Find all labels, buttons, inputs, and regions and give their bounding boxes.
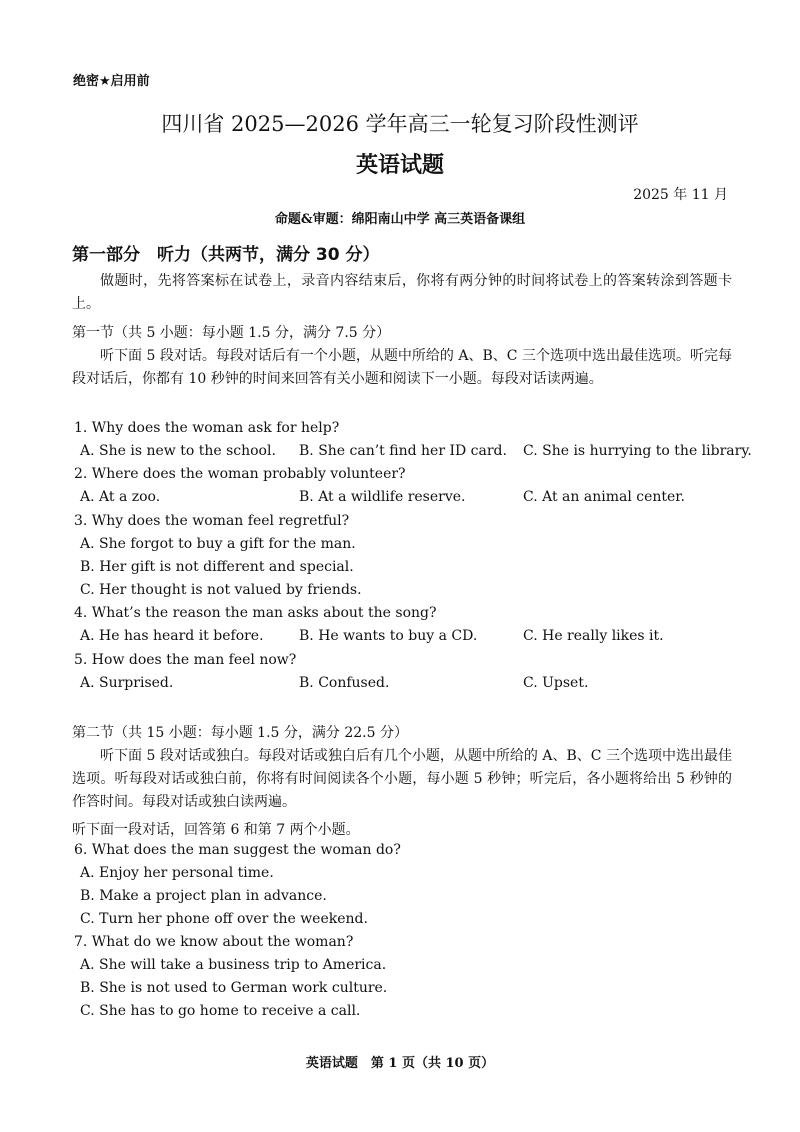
subject-title: 英语试题	[355, 153, 444, 178]
section2-instructions: 听下面 5 段对话或独白。每段对话或独白后有几个小题，从题中所给的 A、B、C 三个选项中选出最佳选项。听每段对话或独白前，你将有时间阅读各个小题，每小题 5 秒钟；听完后，各小题将给出 5 秒钟的作答时间。每段对话或独白读两遍。	[72, 748, 732, 810]
part1-intro: 做题时，先将答案标在试卷上，录音内容结束后，你将有两分钟的时间将试卷上的答案转涂到答题卡上。	[72, 273, 732, 312]
question-stem: 1. Why does the woman ask for help?	[74, 420, 340, 436]
option-c: C. Her thought is not valued by friends.	[80, 582, 362, 598]
option-c: C. She is hurrying to the library.	[523, 443, 752, 459]
question-stem: 3. Why does the woman feel regretful?	[74, 513, 350, 529]
section1-heading: 第一节（共 5 小题：每小题 1.5 分，满分 7.5 分）	[72, 325, 391, 341]
question-stem: 5. How does the man feel now?	[74, 652, 297, 668]
part1-heading: 第一部分 听力（共两节，满分 30 分）	[72, 245, 380, 265]
exam-date: 2025 年 11 月	[633, 187, 728, 203]
page-footer: 英语试题 第 1 页（共 10 页）	[305, 1056, 495, 1071]
section2-heading: 第二节（共 15 小题：每小题 1.5 分，满分 22.5 分）	[72, 725, 408, 741]
option-c: C. Turn her phone off over the weekend.	[80, 911, 368, 927]
option-b: B. Make a project plan in advance.	[80, 888, 327, 904]
option-a: A. Enjoy her personal time.	[80, 865, 274, 881]
confidential-label: 绝密★启用前	[73, 74, 150, 89]
option-a: A. She is new to the school.	[80, 443, 276, 459]
option-b: B. She can’t find her ID card.	[299, 443, 507, 459]
option-c: C. She has to go home to receive a call.	[80, 1003, 361, 1019]
option-b: B. Her gift is not different and special.	[80, 559, 354, 575]
option-c: C. Upset.	[523, 675, 589, 691]
option-a: A. Surprised.	[80, 675, 174, 691]
section1-instructions: 听下面 5 段对话。每段对话后有一个小题，从题中所给的 A、B、C 三个选项中选出最佳选项。听完每段对话后，你都有 10 秒钟的时间来回答有关小题和阅读下一小题。每段对话读两遍。	[72, 348, 732, 387]
option-a: A. At a zoo.	[80, 489, 161, 505]
option-a: A. She forgot to buy a gift for the man.	[80, 536, 356, 552]
option-a: A. She will take a business trip to America.	[80, 957, 387, 973]
option-b: B. Confused.	[299, 675, 390, 691]
option-a: A. He has heard it before.	[80, 628, 264, 644]
question-stem: 6. What does the man suggest the woman do?	[74, 842, 401, 858]
authors-line: 命题&审题：绵阳南山中学 高三英语备课组	[274, 212, 526, 227]
exam-title: 四川省 2025—2026 学年高三一轮复习阶段性测评	[161, 112, 639, 136]
section2-lead: 听下面一段对话，回答第 6 和第 7 两个小题。	[72, 822, 360, 838]
option-b: B. He wants to buy a CD.	[299, 628, 478, 644]
option-b: B. At a wildlife reserve.	[299, 489, 466, 505]
option-c: C. He really likes it.	[523, 628, 664, 644]
question-stem: 4. What’s the reason the man asks about the song?	[74, 605, 437, 621]
question-stem: 2. Where does the woman probably volunteer?	[74, 466, 406, 482]
option-c: C. At an animal center.	[523, 489, 685, 505]
option-b: B. She is not used to German work culture.	[80, 980, 388, 996]
question-stem: 7. What do we know about the woman?	[74, 934, 354, 950]
